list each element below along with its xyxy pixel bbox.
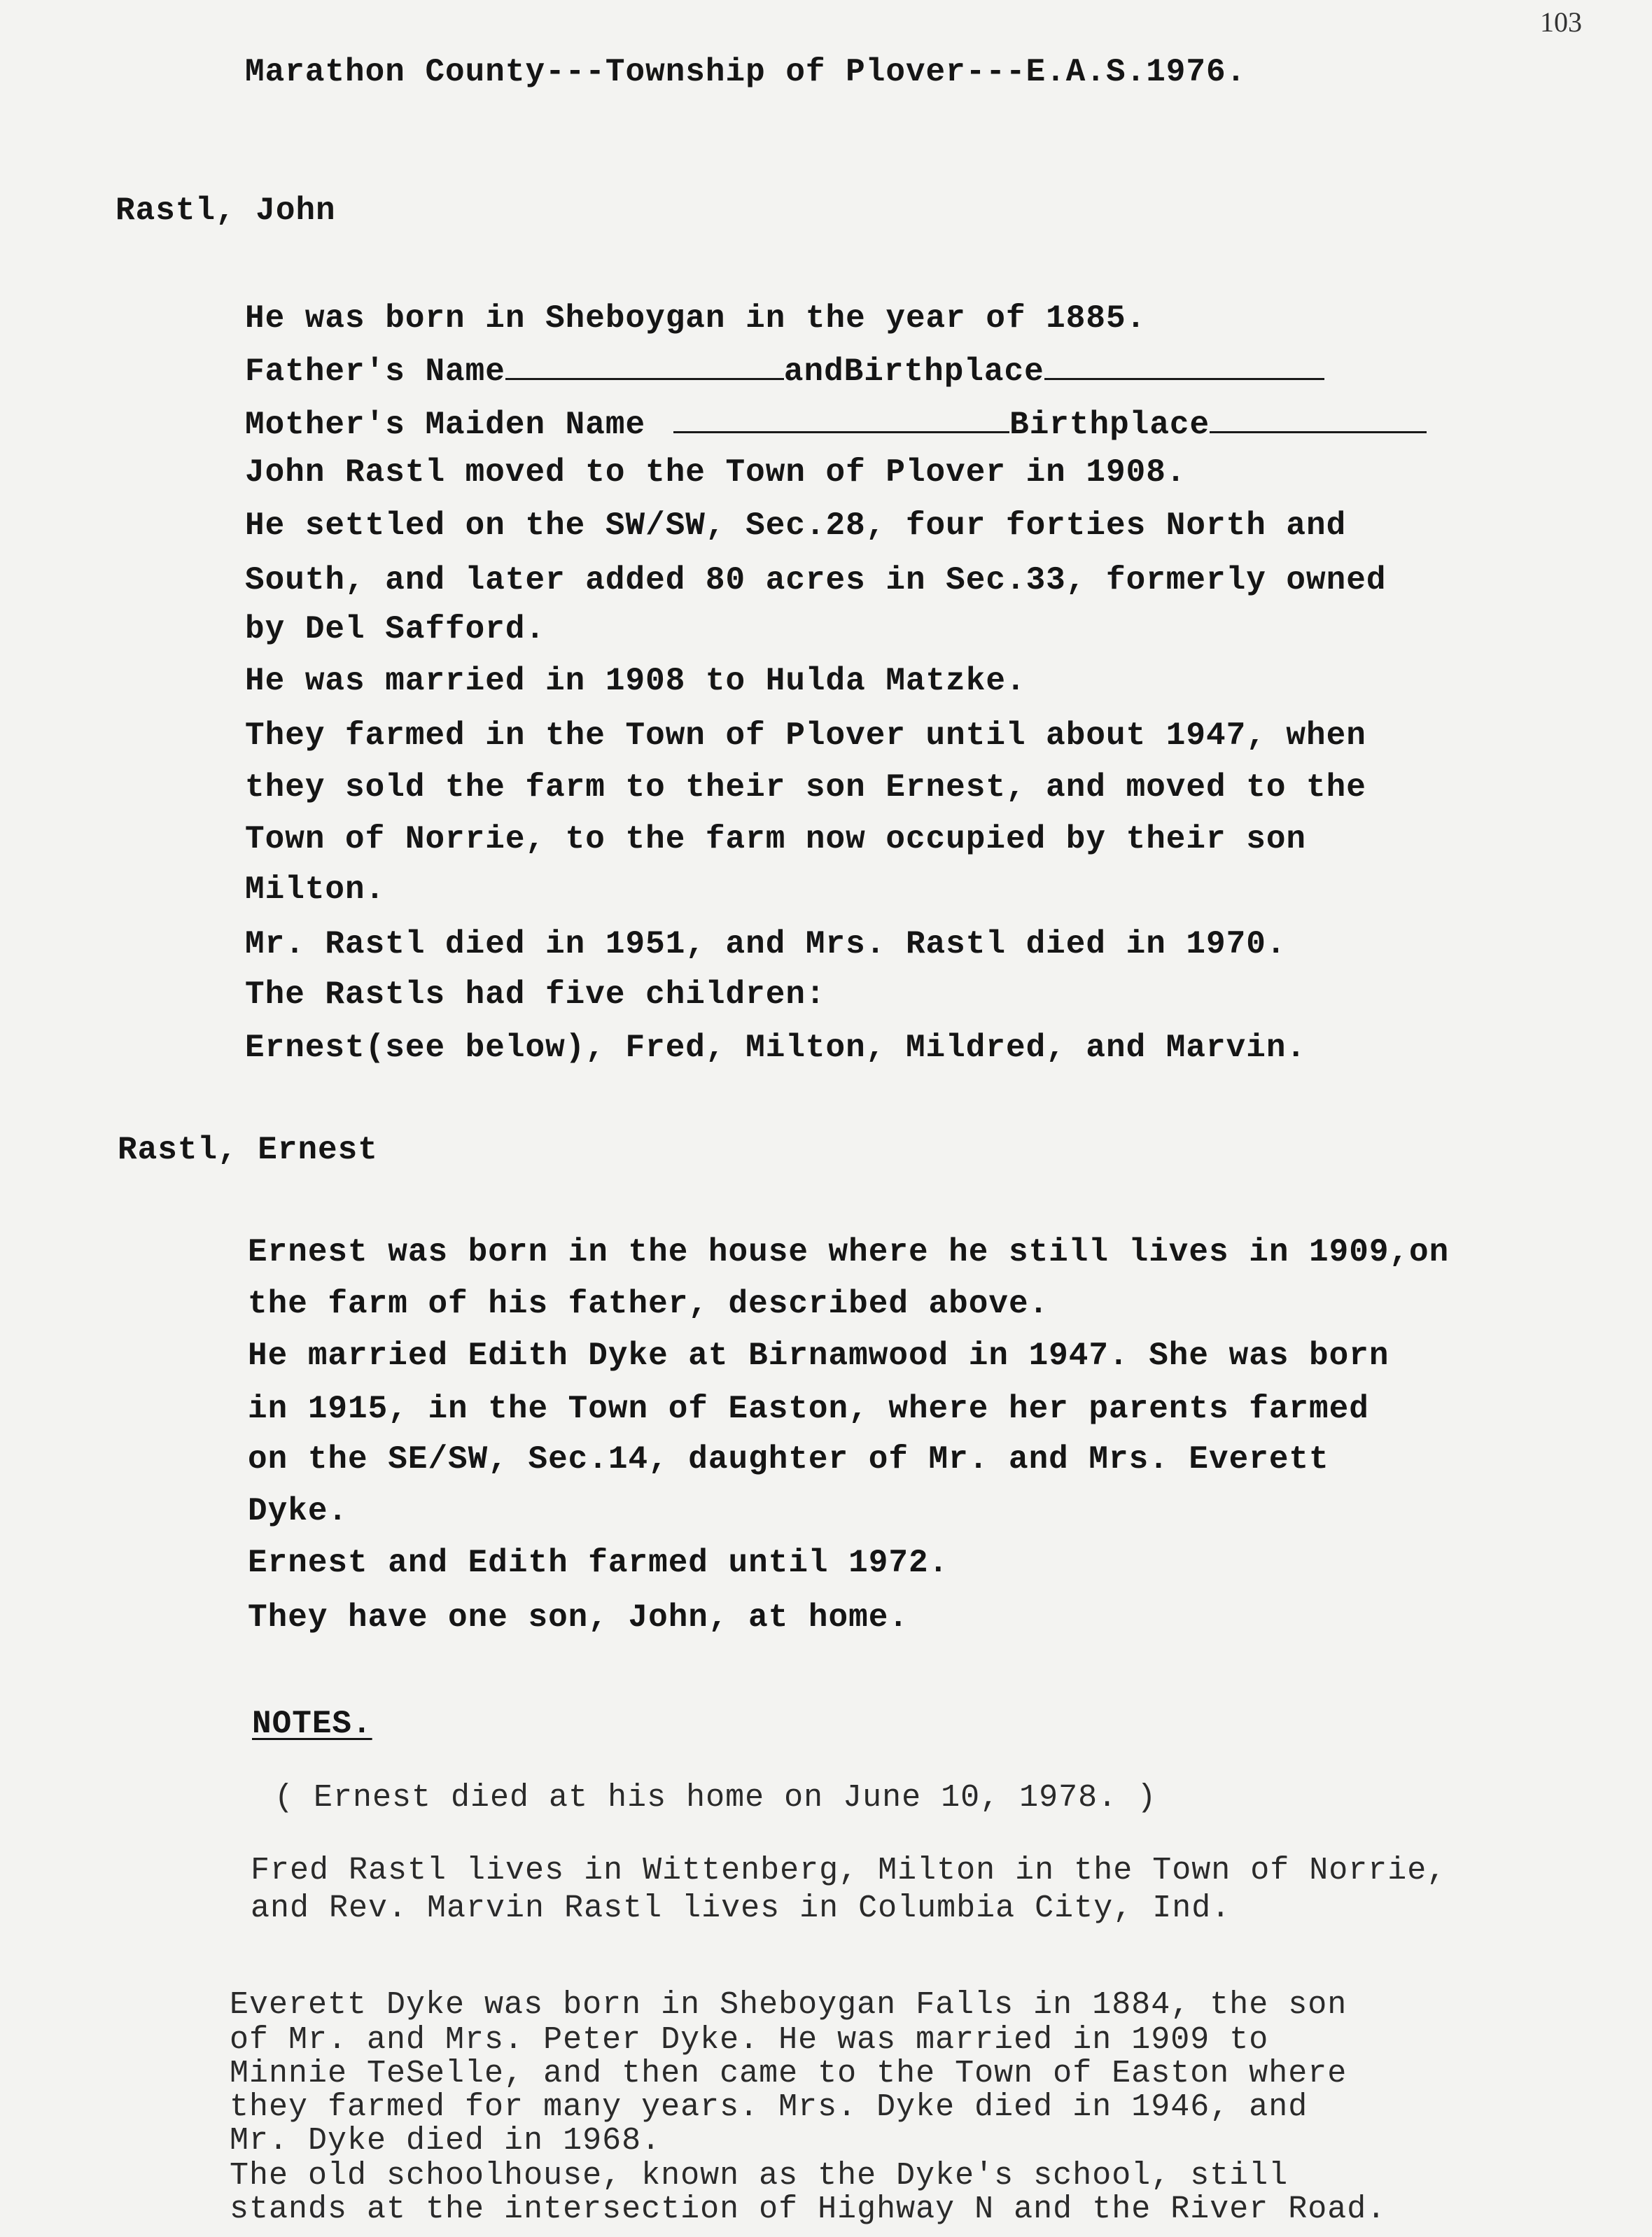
ernest-text-line: Dyke. [248, 1493, 349, 1529]
section-heading-ernest: Rastl, Ernest [118, 1132, 378, 1168]
notes-heading: NOTES. [252, 1706, 372, 1742]
john-text-line: The Rastls had five children: [245, 976, 826, 1013]
notes-para2-line: Everett Dyke was born in Sheboygan Falls in 1884, the son [230, 1987, 1348, 2023]
and-birthplace-label: andBirthplace [783, 353, 1044, 390]
mother-birthplace-label: Birthplace [1009, 407, 1210, 443]
notes-para2-line: The old schoolhouse, known as the Dyke's school, still [230, 2158, 1289, 2194]
fathers-name-blank [505, 351, 784, 380]
notes-para2-line: Mr. Dyke died in 1968. [230, 2123, 662, 2159]
john-text-line: He settled on the SW/SW, Sec.28, four forties North and [245, 507, 1347, 544]
john-text-line: they sold the farm to their son Ernest, and moved to the [245, 769, 1366, 806]
ernest-text-line: Ernest was born in the house where he still lives in 1909,on [248, 1234, 1450, 1270]
notes-para1-line: Fred Rastl lives in Wittenberg, Milton in the Town of Norrie, [251, 1853, 1447, 1888]
notes-para2-line: they farmed for many years. Mrs. Dyke died in 1946, and [230, 2089, 1308, 2125]
ernest-text-line: Ernest and Edith farmed until 1972. [248, 1545, 949, 1581]
notes-para2-line: Minnie TeSelle, and then came to the Town of Easton where [230, 2056, 1348, 2091]
page-header: Marathon County---Township of Plover---E.A.S.1976. [245, 54, 1247, 90]
father-birthplace-blank [1044, 351, 1324, 380]
mothers-name-row [245, 405, 1427, 441]
john-text-line: John Rastl moved to the Town of Plover in 1908. [245, 454, 1186, 491]
section-heading-john: Rastl, John [115, 192, 336, 229]
fathers-name-row [245, 351, 1324, 388]
mother-birthplace-blank [1210, 405, 1427, 433]
john-text-line: by Del Safford. [245, 611, 546, 647]
ernest-text-line: They have one son, John, at home. [248, 1599, 909, 1636]
fathers-name-label: Father's Name [245, 353, 505, 390]
john-text-line: Town of Norrie, to the farm now occupied by their son [245, 821, 1307, 857]
john-text-line: South, and later added 80 acres in Sec.33, formerly owned [245, 562, 1387, 598]
john-text-line: Ernest(see below), Fred, Milton, Mildred, and Marvin. [245, 1030, 1307, 1066]
john-birth-line: He was born in Sheboygan in the year of 1885. [245, 300, 1147, 337]
john-text-line: Milton. [245, 871, 386, 908]
notes-para2-line: stands at the intersection of Highway N and the River Road. [230, 2192, 1387, 2227]
ernest-text-line: the farm of his father, described above. [248, 1286, 1049, 1322]
ernest-text-line: in 1915, in the Town of Easton, where her parents farmed [248, 1391, 1369, 1427]
mothers-name-label: Mother's Maiden Name [245, 407, 646, 443]
ernest-text-line: He married Edith Dyke at Birnamwood in 1947. She was born [248, 1338, 1390, 1374]
notes-para2-line: of Mr. and Mrs. Peter Dyke. He was married in 1909 to [230, 2022, 1269, 2058]
notes-death-line: ( Ernest died at his home on June 10, 1978. ) [274, 1780, 1157, 1816]
ernest-text-line: on the SE/SW, Sec.14, daughter of Mr. and Mrs. Everett [248, 1441, 1329, 1478]
john-text-line: Mr. Rastl died in 1951, and Mrs. Rastl died in 1970. [245, 926, 1287, 962]
page-number: 103 [1540, 6, 1582, 38]
john-text-line: He was married in 1908 to Hulda Matzke. [245, 663, 1026, 699]
notes-para1-line: and Rev. Marvin Rastl lives in Columbia City, Ind. [251, 1891, 1231, 1926]
john-text-line: They farmed in the Town of Plover until about 1947, when [245, 717, 1366, 754]
mothers-name-blank [673, 405, 1009, 433]
